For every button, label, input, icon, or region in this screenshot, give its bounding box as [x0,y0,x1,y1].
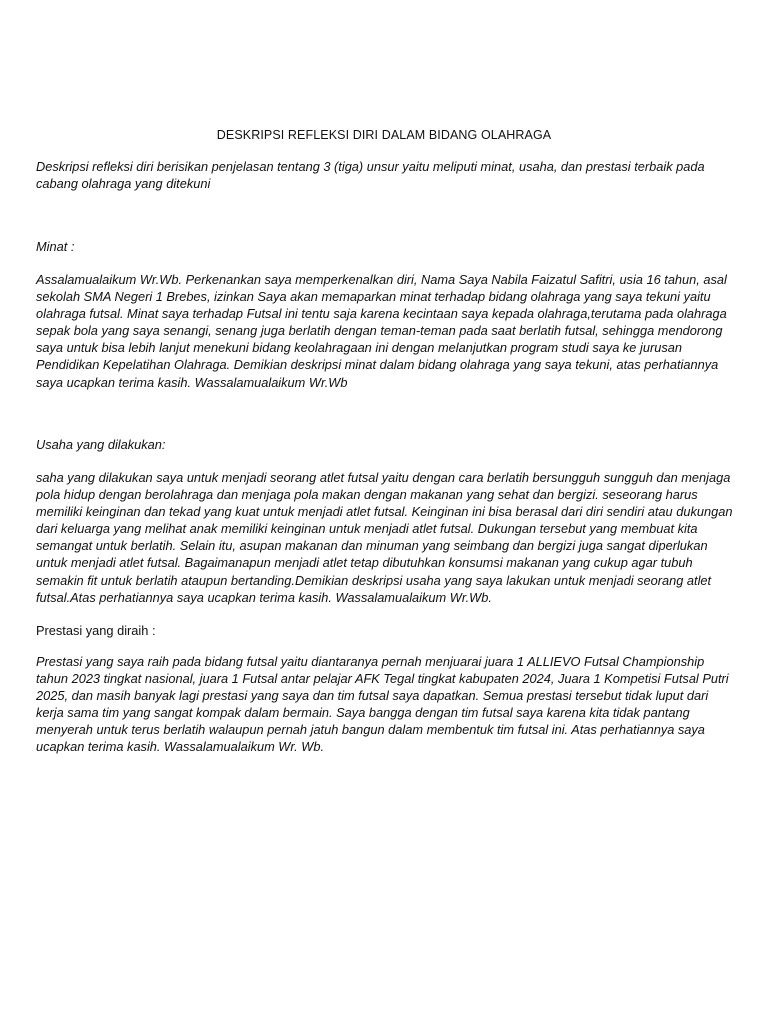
section-body-prestasi: Prestasi yang saya raih pada bidang futsal yaitu diantaranya pernah menjuarai juara 1 ALLIEVO Futsal Championship tahun 2023 tingkat nasional, juara 1 Futsal antar pelajar AFK Tegal tingkat kabupaten 2024, Juara 1 Kompetisi Futsal Putri 2025, dan masih banyak lagi prestasi yang saya dan tim futsal saya dapatkan. Semua prestasi tersebut tidak luput dari kerja sama tim yang sangat kompak dalam bermain. Saya bangga dengan tim futsal saya karena kita tidak pantang menyerah untuk terus berlatih walaupun pernah jatuh bangun dalam membentuk tim futsal ini. Atas perhatiannya saya ucapkan terima kasih. Wassalamualaikum Wr. Wb. [36,654,729,755]
section-heading-minat: Minat : [36,239,75,254]
section-body-usaha: saha yang dilakukan saya untuk menjadi seorang atlet futsal yaitu dengan cara berlatih bersungguh sungguh dan menjaga pola hidup dengan berolahraga dan menjaga pola makan dengan makanan yang sehat dan bergizi. seseorang harus memiliki keinginan dan tekad yang kuat untuk menjadi atlet futsal. Keinginan ini bisa berasal dari diri sendiri atau dukungan dari keluarga yang melihat anak memiliki keinginan untuk menjadi atlet futsal. Dukungan tersebut yang membuat kita semangat untuk berlatih. Selain itu, asupan makanan dan minuman yang seimbang dan bergizi juga sangat diperlukan untuk menjadi atlet futsal. Bagaimanapun menjadi atlet tetap dibutuhkan konsumsi makanan yang cukup agar tubuh semakin fit untuk berlatih ataupun bertanding.Demikian deskripsi usaha yang saya lakukan untuk menjadi seorang atlet futsal.Atas perhatiannya saya ucapkan terima kasih. Wassalamualaikum Wr.Wb. [36,470,733,605]
section-heading-usaha: Usaha yang dilakukan: [36,437,166,452]
section-heading-prestasi: Prestasi yang diraih : [36,623,156,638]
document-title: DESKRIPSI REFLEKSI DIRI DALAM BIDANG OLAHRAGA [216,128,552,142]
intro-paragraph: Deskripsi refleksi diri berisikan penjelasan tentang 3 (tiga) unsur yaitu meliputi minat, usaha, dan prestasi terbaik pada cabang olahraga yang ditekuni [36,159,705,192]
section-body-minat: Assalamualaikum Wr.Wb. Perkenankan saya memperkenalkan diri, Nama Saya Nabila Faizatul Safitri, usia 16 tahun, asal sekolah SMA Negeri 1 Brebes, izinkan Saya akan memaparkan minat terhadap bidang olahraga yang saya tekuni yaitu olahraga futsal. Minat saya terhadap Futsal ini tentu saja karena kecintaan saya kepada olahraga,terutama pada olahraga sepak bola yang saya senangi, senang juga berlatih dengan teman-teman pada saat berlatih futsal, sehingga mendorong saya untuk bisa lebih lanjut menekuni bidang keolahragaan ini dengan melanjutkan program studi saya ke jurusan Pendidikan Kepelatihan Olahraga. Demikian deskripsi minat dalam bidang olahraga yang saya tekuni, atas perhatiannya saya ucapkan terima kasih. Wassalamualaikum Wr.Wb [36,272,727,390]
